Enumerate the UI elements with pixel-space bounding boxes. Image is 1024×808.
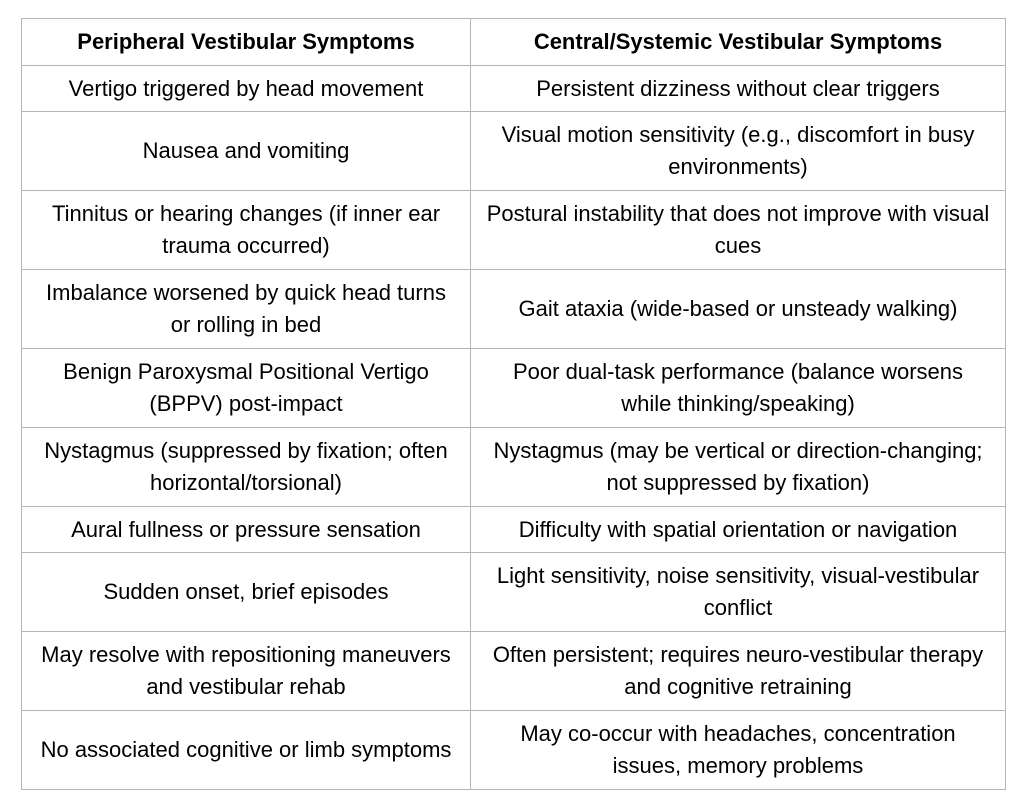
central-cell: Visual motion sensitivity (e.g., discomfort in busy environments) [471, 112, 1006, 191]
table-row [22, 507, 1006, 553]
peripheral-cell: Aural fullness or pressure sensation [22, 507, 471, 553]
peripheral-cell: Vertigo triggered by head movement [22, 66, 471, 112]
peripheral-cell: May resolve with repositioning maneuvers and vestibular rehab [22, 632, 471, 711]
central-cell: May co-occur with headaches, concentration issues, memory problems [471, 711, 1006, 790]
peripheral-cell: Tinnitus or hearing changes (if inner ear trauma occurred) [22, 191, 471, 270]
table-row [22, 112, 1006, 191]
central-cell: Often persistent; requires neuro-vestibular therapy and cognitive retraining [471, 632, 1006, 711]
peripheral-cell: Imbalance worsened by quick head turns or rolling in bed [22, 270, 471, 349]
table-row [22, 553, 1006, 632]
header-central: Central/Systemic Vestibular Symptoms [471, 19, 1006, 66]
table-row [22, 711, 1006, 790]
peripheral-cell: No associated cognitive or limb symptoms [22, 711, 471, 790]
table-header-row [22, 19, 1006, 66]
central-cell: Postural instability that does not improve with visual cues [471, 191, 1006, 270]
table-row [22, 349, 1006, 428]
central-cell: Nystagmus (may be vertical or direction-changing; not suppressed by fixation) [471, 428, 1006, 507]
peripheral-cell: Sudden onset, brief episodes [22, 553, 471, 632]
central-cell: Difficulty with spatial orientation or navigation [471, 507, 1006, 553]
peripheral-cell: Nausea and vomiting [22, 112, 471, 191]
peripheral-cell: Nystagmus (suppressed by fixation; often horizontal/torsional) [22, 428, 471, 507]
table-row [22, 66, 1006, 112]
header-peripheral: Peripheral Vestibular Symptoms [22, 19, 471, 66]
central-cell: Persistent dizziness without clear triggers [471, 66, 1006, 112]
table-row [22, 428, 1006, 507]
table-row [22, 632, 1006, 711]
table-row [22, 270, 1006, 349]
table-row [22, 191, 1006, 270]
central-cell: Light sensitivity, noise sensitivity, visual-vestibular conflict [471, 553, 1006, 632]
central-cell: Gait ataxia (wide-based or unsteady walking) [471, 270, 1006, 349]
peripheral-cell: Benign Paroxysmal Positional Vertigo (BPPV) post-impact [22, 349, 471, 428]
central-cell: Poor dual-task performance (balance worsens while thinking/speaking) [471, 349, 1006, 428]
vestibular-symptoms-table [21, 18, 1006, 790]
